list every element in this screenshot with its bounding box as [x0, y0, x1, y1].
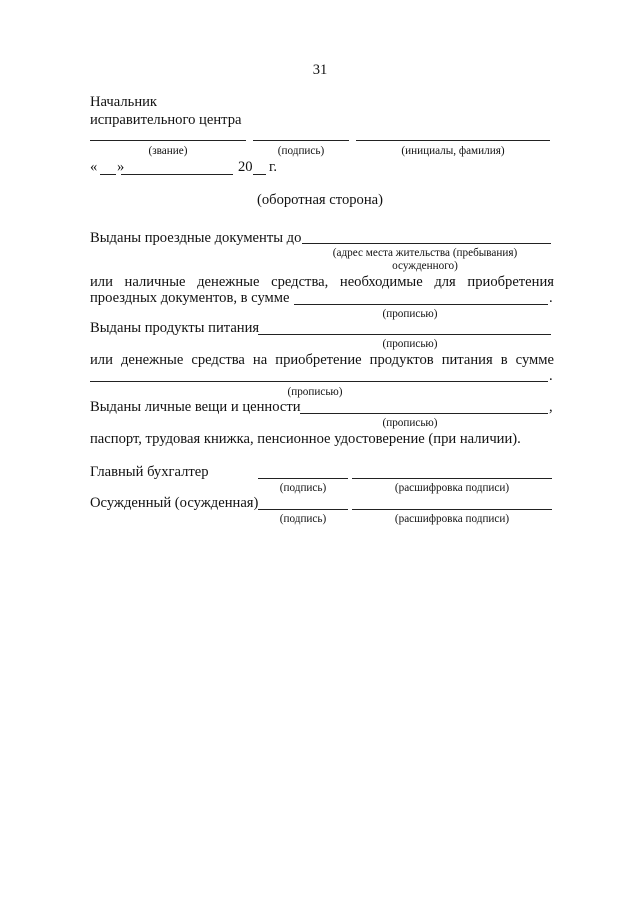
- travel-caption-line1: (адрес места жительства (пребывания): [332, 247, 518, 259]
- date-open-quote: «: [90, 159, 98, 175]
- accountant-decoding-line: [352, 478, 552, 479]
- page-number: 31: [312, 62, 328, 78]
- food-caption-in-words-2: (прописью): [287, 386, 343, 398]
- date-close-quote: »: [117, 159, 125, 175]
- belongings-label: Выданы личные вещи и ценности: [90, 399, 301, 415]
- belongings-comma: ,: [549, 399, 553, 415]
- signature-line: [253, 140, 349, 141]
- accountant-caption-decoding: (расшифровка подписи): [394, 482, 510, 494]
- travel-destination-line: [302, 243, 551, 244]
- accountant-label: Главный бухгалтер: [90, 464, 209, 480]
- belongings-documents-text: паспорт, трудовая книжка, пенсионное удостоверение (при наличии).: [90, 431, 521, 447]
- date-year-prefix: 20: [238, 159, 253, 175]
- travel-continuation-line1: или наличные денежные средства, необходимые для приобретения: [90, 274, 554, 290]
- date-year-suffix: г.: [269, 159, 277, 175]
- travel-label: Выданы проездные документы до: [90, 230, 302, 246]
- food-line: [258, 334, 551, 335]
- caption-initials: (инициалы, фамилия): [401, 145, 505, 157]
- convict-caption-decoding: (расшифровка подписи): [394, 513, 510, 525]
- head-title-line1: Начальник: [90, 94, 158, 110]
- travel-caption-in-words: (прописью): [382, 308, 438, 320]
- caption-signature: (подпись): [277, 145, 325, 157]
- convict-signature-line: [258, 509, 348, 510]
- initials-line: [356, 140, 550, 141]
- head-title-line2: исправительного центра: [90, 112, 242, 128]
- date-day-line: [100, 174, 116, 175]
- travel-caption-line2: осужденного): [392, 260, 458, 272]
- accountant-caption-signature: (подпись): [279, 482, 327, 494]
- travel-continuation-line2: проездных документов, в сумме: [90, 290, 290, 306]
- convict-decoding-line: [352, 509, 552, 510]
- belongings-line: [300, 413, 548, 414]
- rank-line: [90, 140, 246, 141]
- caption-rank: (звание): [148, 145, 188, 157]
- date-month-line: [121, 174, 233, 175]
- convict-caption-signature: (подпись): [279, 513, 327, 525]
- reverse-side-heading: (оборотная сторона): [256, 192, 383, 208]
- travel-sum-line: [294, 304, 548, 305]
- food-sum-line: [90, 381, 548, 382]
- travel-period: .: [549, 290, 553, 306]
- food-period: .: [549, 368, 553, 384]
- date-year-line: [253, 174, 266, 175]
- food-caption-in-words: (прописью): [382, 338, 438, 350]
- belongings-caption-in-words: (прописью): [382, 417, 438, 429]
- accountant-signature-line: [258, 478, 348, 479]
- food-label: Выданы продукты питания: [90, 320, 260, 336]
- food-continuation: или денежные средства на приобретение продуктов питания в сумме: [90, 352, 554, 368]
- convict-label: Осужденный (осужденная): [90, 495, 259, 511]
